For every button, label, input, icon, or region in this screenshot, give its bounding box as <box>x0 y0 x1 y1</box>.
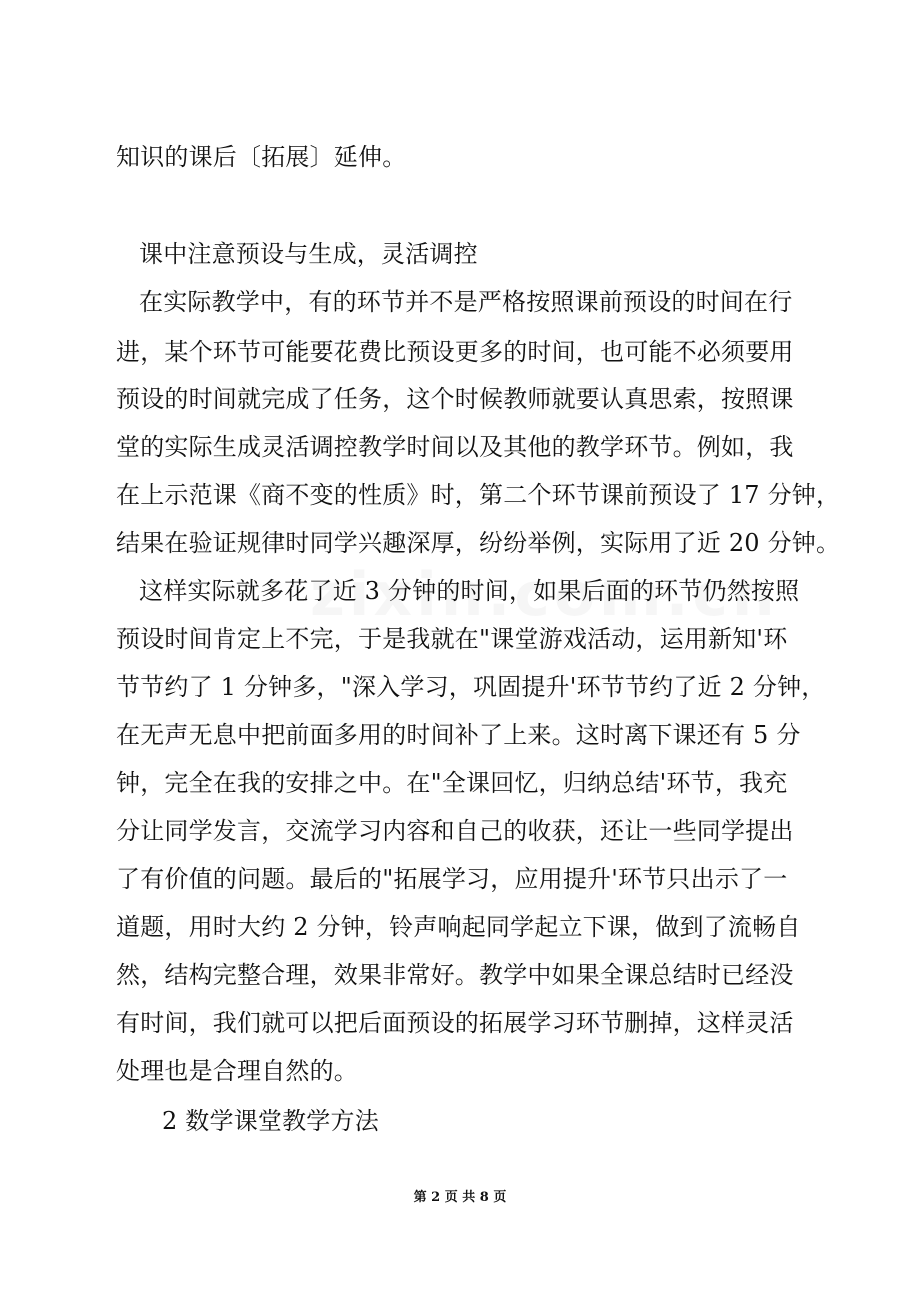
text-line: 预设时间肯定上不完，于是我就在"课堂游戏活动，运用新知'环 <box>116 625 788 653</box>
text-line: 道题，用时大约 2 分钟，铃声响起同学起立下课，做到了流畅自 <box>116 913 801 941</box>
section-heading: 2 数学课堂教学方法 <box>162 1107 379 1135</box>
text-line: 然，结构完整合理，效果非常好。教学中如果全课总结时已经没 <box>116 961 794 989</box>
text-line: 结果在验证规律时同学兴趣深厚，纷纷举例，实际用了近 20 分钟。 <box>116 529 841 557</box>
text-line: 知识的课后〔拓展〕延伸。 <box>116 143 407 171</box>
text-line: 在无声无息中把前面多用的时间补了上来。这时离下课还有 5 分 <box>116 721 801 749</box>
text-line: 处理也是合理自然的。 <box>116 1057 358 1085</box>
text-line: 预设的时间就完成了任务，这个时候教师就要认真思索，按照课 <box>116 385 794 413</box>
text-line: 这样实际就多花了近 3 分钟的时间，如果后面的环节仍然按照 <box>139 577 800 605</box>
text-line: 分让同学发言，交流学习内容和自己的收获，还让一些同学提出 <box>116 817 794 845</box>
text-line: 节节约了 1 分钟多，"深入学习，巩固提升'环节节约了近 2 分钟， <box>116 673 826 701</box>
section-heading: 课中注意预设与生成，灵活调控 <box>139 240 478 268</box>
text-line: 了有价值的问题。最后的"拓展学习，应用提升'环节只出示了一 <box>116 865 788 893</box>
text-line: 进，某个环节可能要花费比预设更多的时间，也可能不必须要用 <box>116 338 794 366</box>
text-line: 堂的实际生成灵活调控教学时间以及其他的教学环节。例如，我 <box>116 433 794 461</box>
text-line: 在上示范课《商不变的性质》时，第二个环节课前预设了 17 分钟， <box>116 481 841 509</box>
text-line: 在实际教学中，有的环节并不是严格按照课前预设的时间在行 <box>139 288 793 316</box>
page-footer: 第 2 页 共 8 页 <box>413 1190 507 1205</box>
text-line: 钟，完全在我的安排之中。在"全课回忆，归纳总结'环节，我充 <box>116 769 788 797</box>
text-line: 有时间，我们就可以把后面预设的拓展学习环节删掉，这样灵活 <box>116 1009 794 1037</box>
